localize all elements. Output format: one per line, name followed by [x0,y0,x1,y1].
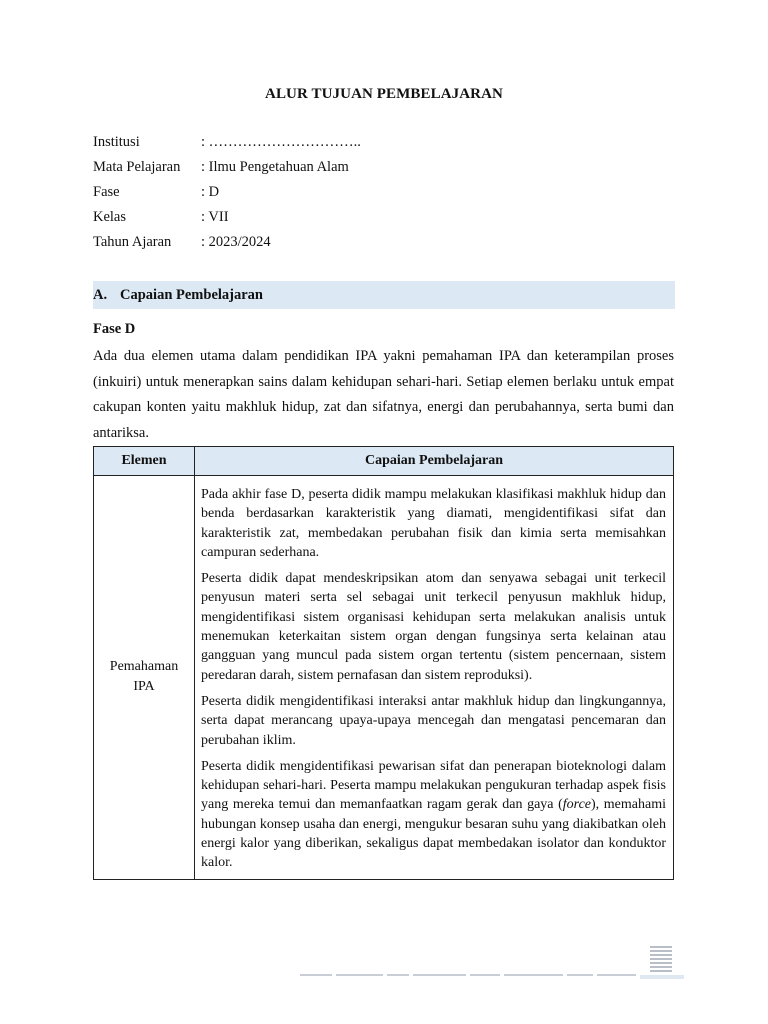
text-segment: Peserta didik mengidentifikasi pewarisan sifat dan penerapan bioteknologi dalam kehidupan sehari-hari. Peserta mampu melakukan pengukuran terhadap aspek fisis yang mereka temui dan memanfaatkan ragam gerak dan gaya ( [201,758,666,813]
element-cell: Pemahaman IPA [94,476,195,880]
content-paragraph: Pada akhir fase D, peserta didik mampu melakukan klasifikasi makhluk hidup dan benda berdasarkan karakteristik yang diamati, mengidentifikasi sifat dan karakteristik zat, membedakan perubahan fisik dan kimia serta memisahkan campuran sederhana. [201,487,666,560]
italic-term: force [562,797,592,813]
section-heading [93,281,675,309]
info-value: : Ilmu Pengetahuan Alam [201,159,349,175]
table-header-row [94,447,674,476]
content-paragraph: Peserta didik dapat mendeskripsikan atom dan senyawa sebagai unit terkecil penyusun materi serta sel sebagai unit terkecil penyusun makhluk hidup, mengidentifikasi sistem organisasi kehidupan serta melakukan analisis untuk menemukan keterkaitan sistem organ dengan fungsinya serta kelainan atau gangguan yang muncul pada sistem organ tertentu (sistem pencernaan, sistem peredaran darah, sistem pernafasan dan sistem reproduksi). [201,571,666,683]
corner-bar [640,975,684,979]
info-label: Kelas [93,209,127,225]
info-value: : VII [201,209,229,225]
info-value: : 2023/2024 [201,234,271,250]
info-row-tahun-ajaran [93,230,361,255]
info-row-mata-pelajaran [93,155,361,180]
page-thumbnail-icon [650,946,672,974]
capaian-table [93,446,674,880]
fase-title: Fase D [93,321,136,337]
info-value: : ………………………….. [201,134,361,150]
section-title: Capaian Pembelajaran [120,286,263,303]
table-row [94,476,674,880]
content-paragraph-last [201,757,666,873]
document-title: ALUR TUJUAN PEMBELAJARAN [265,86,503,102]
info-value: : D [201,184,220,200]
info-label: Fase [93,184,120,200]
text-segment: ), memahami hubungan konsep usaha dan energi, mengukur besaran suhu yang diakibatkan oleh energi kalor yang diberikan, sekaligus dapat membedakan isolator dan konduktor kalor. [201,797,666,871]
info-row-kelas [93,205,361,230]
info-block [93,130,361,255]
info-label: Tahun Ajaran [93,234,172,250]
content-cell [195,476,674,880]
info-row-institusi [93,130,361,155]
faded-footer-text [300,974,636,977]
intro-paragraph: Ada dua elemen utama dalam pendidikan IPA yakni pemahaman IPA dan keterampilan proses (inkuiri) untuk menerapkan sains dalam kehidupan sehari-hari. Setiap elemen berlaku untuk empat cakupan konten yaitu makhluk hidup, zat dan sifatnya, energi dan perubahannya, serta bumi dan antariksa. [93,348,674,441]
content-paragraph: Peserta didik mengidentifikasi interaksi antar makhluk hidup dan lingkungannya, serta dapat merancang upaya-upaya mencegah dan mengatasi pencemaran dan perubahan iklim. [201,693,666,748]
header-elemen: Elemen [94,447,195,476]
header-capaian: Capaian Pembelajaran [195,447,674,476]
info-label: Mata Pelajaran [93,159,181,175]
info-row-fase [93,180,361,205]
section-letter: A. [93,286,108,303]
info-label: Institusi [93,134,140,150]
